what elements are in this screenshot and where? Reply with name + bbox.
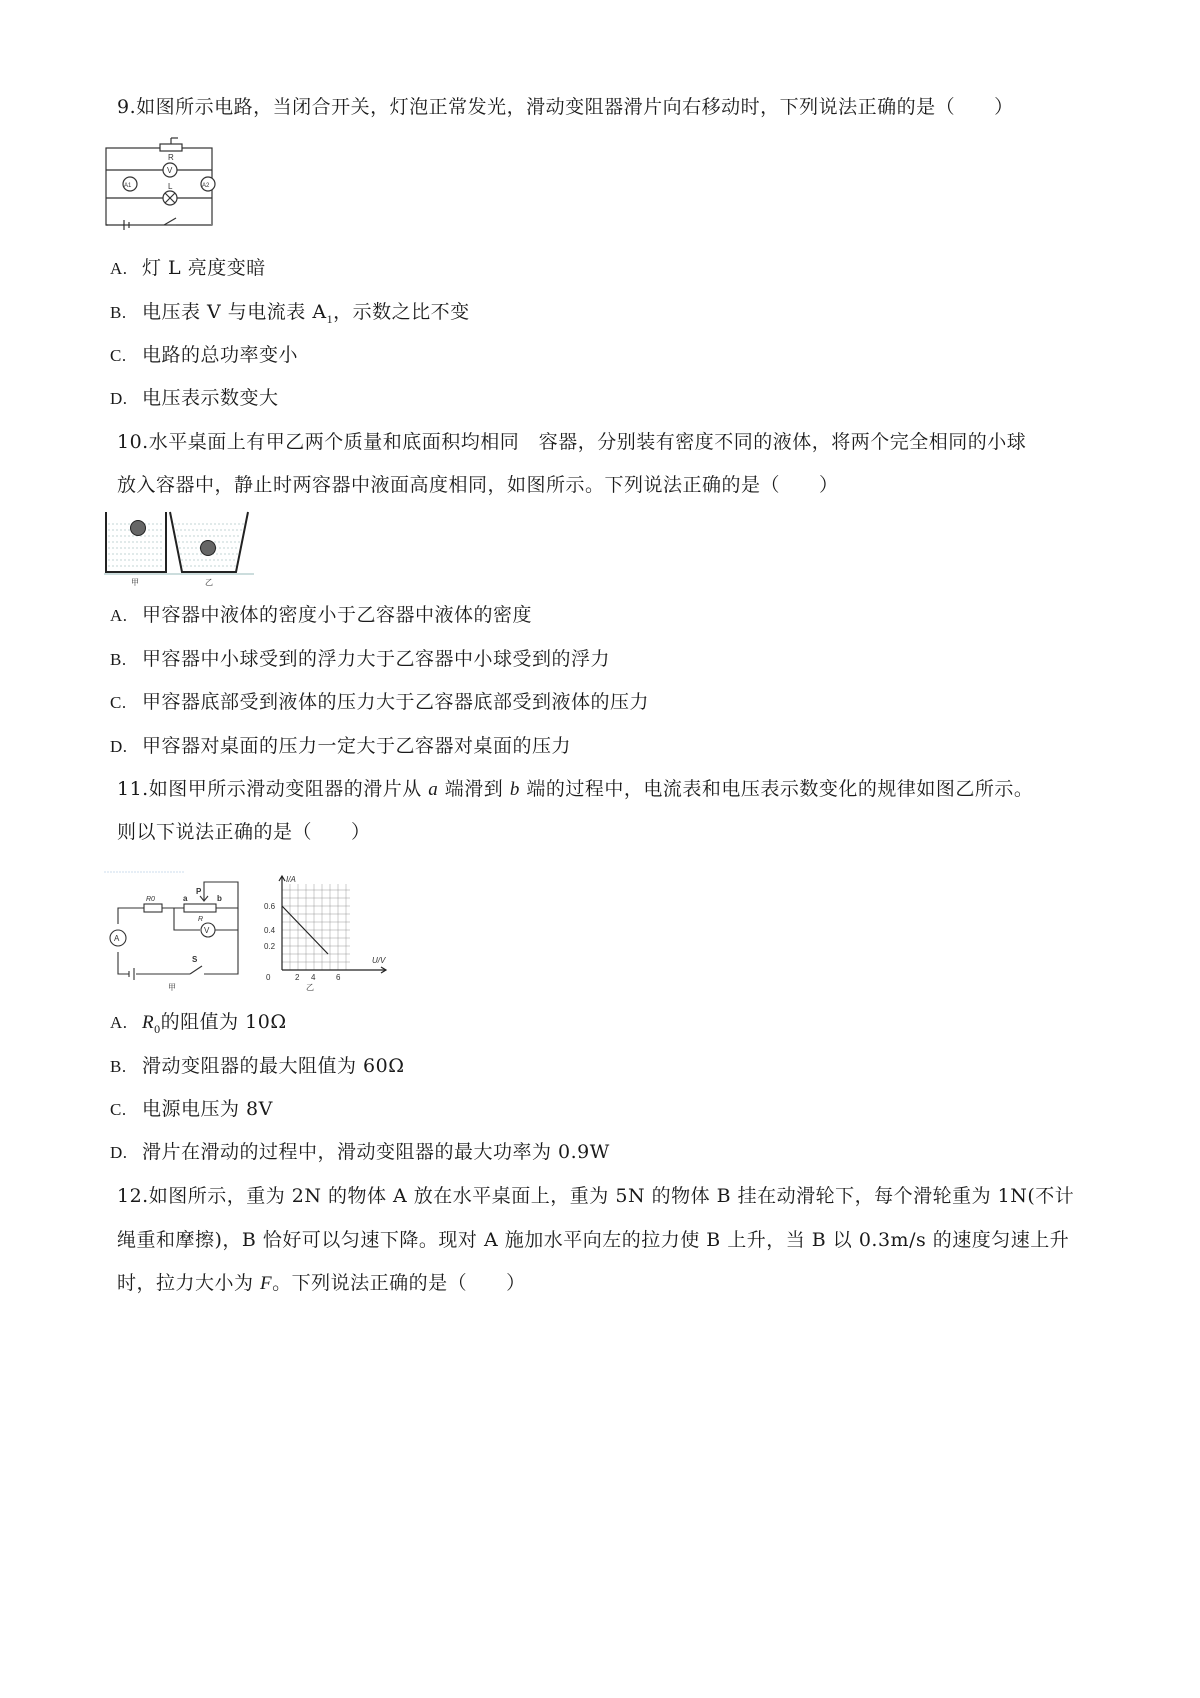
q11-stem-line2: 则以下说法正确的是（ ） (117, 821, 371, 843)
q11-option-b[interactable]: B. 滑动变阻器的最大阻值为 60Ω (110, 1055, 405, 1077)
q12-stem-line2: 绳重和摩擦)，B 恰好可以匀速下降。现对 A 施加水平向左的拉力使 B 上升，当 B 以 0.3m/s 的速度匀速上升 (117, 1229, 1070, 1251)
q10-option-a[interactable]: A. 甲容器中液体的密度小于乙容器中液体的密度 (110, 604, 533, 626)
q10-option-b[interactable]: B. 甲容器中小球受到的浮力大于乙容器中小球受到的浮力 (110, 648, 611, 670)
q10-stem-line1: 10.水平桌面上有甲乙两个质量和底面积均相同 容器，分别装有密度不同的液体，将两个完全相同的小球 (117, 431, 1027, 453)
q11-graph-figure (262, 872, 402, 992)
q9-option-d[interactable]: D. 电压表示数变大 (110, 387, 279, 409)
q9-fig-a2: A2 (202, 183, 210, 189)
q10-fig-right-label: 乙 (205, 578, 213, 587)
q11-graph-origin: 0 (266, 973, 271, 982)
q11-graph-x-tick-6: 6 (336, 973, 341, 982)
q11-fig-a: a (183, 894, 188, 903)
q11-fig-p: P (196, 887, 202, 896)
q11-option-d[interactable]: D. 滑片在滑动的过程中，滑动变阻器的最大功率为 0.9W (110, 1141, 610, 1163)
q11-fig-r: R (198, 916, 204, 923)
q11-fig-ammeter: A (114, 934, 120, 943)
q9-circuit-figure (104, 140, 224, 240)
q10-containers-figure (104, 508, 254, 588)
q11-fig-b: b (217, 894, 222, 903)
q11-circuit-figure (104, 872, 254, 992)
q12-stem-line3: 时，拉力大小为 F。下列说法正确的是（ ） (117, 1272, 526, 1294)
q11-graph-y-tick-06: 0.6 (264, 902, 276, 911)
q10-option-c[interactable]: C. 甲容器底部受到液体的压力大于乙容器底部受到液体的压力 (110, 691, 650, 713)
q9-fig-a1: A1 (124, 183, 132, 189)
q10-option-d[interactable]: D. 甲容器对桌面的压力一定大于乙容器对桌面的压力 (110, 735, 572, 757)
q10-fig-left-label: 甲 (131, 578, 139, 587)
q11-graph-x-tick-4: 4 (311, 973, 316, 982)
q11-stem-line1: 11.如图甲所示滑动变阻器的滑片从 a 端滑到 b 端的过程中，电流表和电压表示数变化的规律如图乙所示。 (117, 778, 1034, 800)
q9-option-c[interactable]: C. 电路的总功率变小 (110, 344, 299, 366)
q9-stem: 9.如图所示电路，当闭合开关，灯泡正常发光，滑动变阻器滑片向右移动时，下列说法正确的是（ ） (117, 96, 1014, 118)
q11-graph-label: 乙 (306, 983, 314, 992)
q12-stem-line1: 12.如图所示，重为 2N 的物体 A 放在水平桌面上，重为 5N 的物体 B 挂在动滑轮下，每个滑轮重为 1N(不计 (117, 1185, 1075, 1207)
q9-fig-v: V (167, 166, 173, 175)
q11-graph-y-tick-04: 0.4 (264, 926, 276, 935)
q11-fig-r0: R0 (146, 896, 155, 903)
q11-fig-voltmeter: V (204, 926, 210, 935)
q11-graph-y-tick-02: 0.2 (264, 942, 276, 951)
q11-graph-x-axis: U/V (372, 956, 386, 965)
q11-option-a[interactable]: A. $R_0$的阻值为 10Ω (110, 1011, 287, 1036)
q11-graph-y-axis: I/A (286, 875, 296, 884)
q10-stem-line2: 放入容器中，静止时两容器中液面高度相同，如图所示。下列说法正确的是（ ） (117, 474, 839, 496)
q9-option-b[interactable]: B. 电压表 V 与电流表 $A_1$，示数之比不变 (110, 301, 470, 326)
q9-option-a[interactable]: A. 灯 L 亮度变暗 (110, 257, 266, 279)
q9-fig-l: L (168, 182, 173, 191)
q11-option-c[interactable]: C. 电源电压为 8V (110, 1098, 273, 1120)
q11-fig-s: S (192, 955, 198, 964)
q11-fig-circuit-label: 甲 (168, 983, 176, 992)
q9-fig-r: R (168, 153, 174, 162)
q11-graph-x-tick-2: 2 (295, 973, 300, 982)
